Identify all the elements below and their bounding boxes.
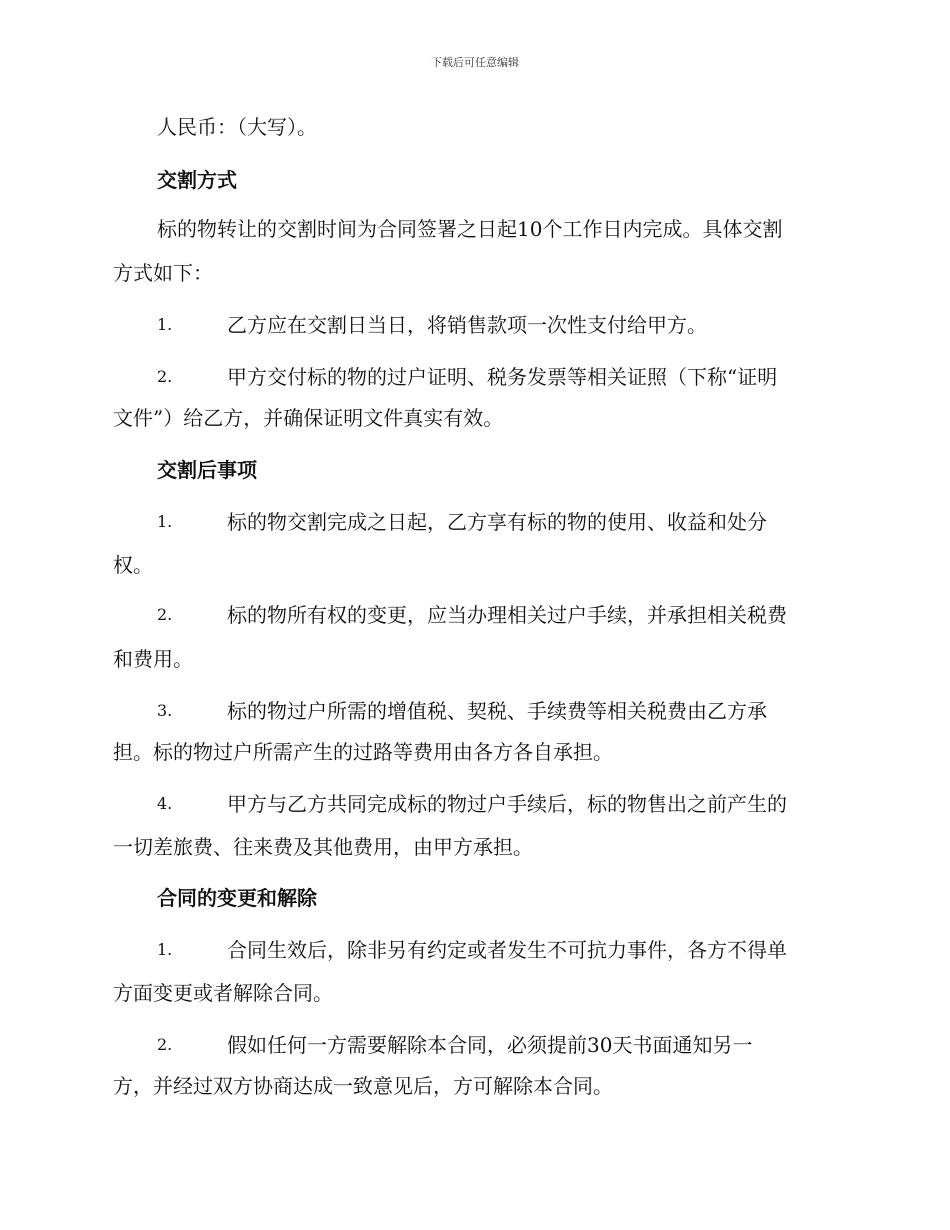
list-item-text: 甲方交付标的物的过户证明、税务发票等相关证照（下称“证明: [227, 365, 778, 389]
list-item-text: 甲方与乙方共同完成标的物过户手续后，标的物售出之前产生的: [227, 792, 787, 816]
list-item-number: 1.: [157, 315, 173, 334]
list-item-number: 2.: [157, 1035, 173, 1054]
list-item-continuation: 权。: [113, 553, 153, 577]
list-item-continuation: 文件”）给乙方，并确保证明文件真实有效。: [113, 406, 504, 430]
list-item-continuation: 担。标的物过户所需产生的过路等费用由各方各自承担。: [113, 740, 613, 764]
delivery-intro-line2: 方式如下：: [113, 261, 213, 285]
list-item-continuation: 方面变更或者解除合同。: [113, 981, 333, 1005]
list-item-number: 1.: [157, 512, 173, 531]
list-item-number: 2.: [157, 367, 173, 386]
list-item-number: 2.: [157, 605, 173, 624]
page-header: 下载后可任意编辑: [431, 56, 519, 69]
list-item-text: 标的物交割完成之日起，乙方享有标的物的使用、收益和处分: [227, 510, 767, 534]
section-title-change: 合同的变更和解除: [157, 886, 317, 910]
delivery-intro-line1: 标的物转让的交割时间为合同签署之日起10个工作日内完成。具体交割: [157, 217, 783, 241]
list-item-continuation: 和费用。: [113, 647, 193, 671]
section-title-after: 交割后事项: [157, 458, 257, 482]
list-item-text: 乙方应在交割日当日，将销售款项一次性支付给甲方。: [227, 313, 707, 337]
section-title-delivery: 交割方式: [157, 168, 237, 192]
list-item-text: 合同生效后，除非另有约定或者发生不可抗力事件，各方不得单: [227, 938, 787, 962]
list-item-number: 3.: [157, 701, 173, 720]
list-item-continuation: 一切差旅费、往来费及其他费用，由甲方承担。: [113, 835, 533, 859]
list-item-text: 标的物过户所需的增值税、契税、手续费等相关税费由乙方承: [227, 699, 767, 723]
list-item-number: 4.: [157, 794, 173, 813]
list-item-number: 1.: [157, 940, 173, 959]
list-item-text: 标的物所有权的变更，应当办理相关过户手续，并承担相关税费: [227, 603, 787, 627]
rmb-line: 人民币：（大写）。: [157, 115, 317, 139]
list-item-continuation: 方，并经过双方协商达成一致意见后，方可解除本合同。: [113, 1074, 613, 1098]
list-item-text: 假如任何一方需要解除本合同，必须提前30天书面通知另一: [227, 1033, 753, 1057]
